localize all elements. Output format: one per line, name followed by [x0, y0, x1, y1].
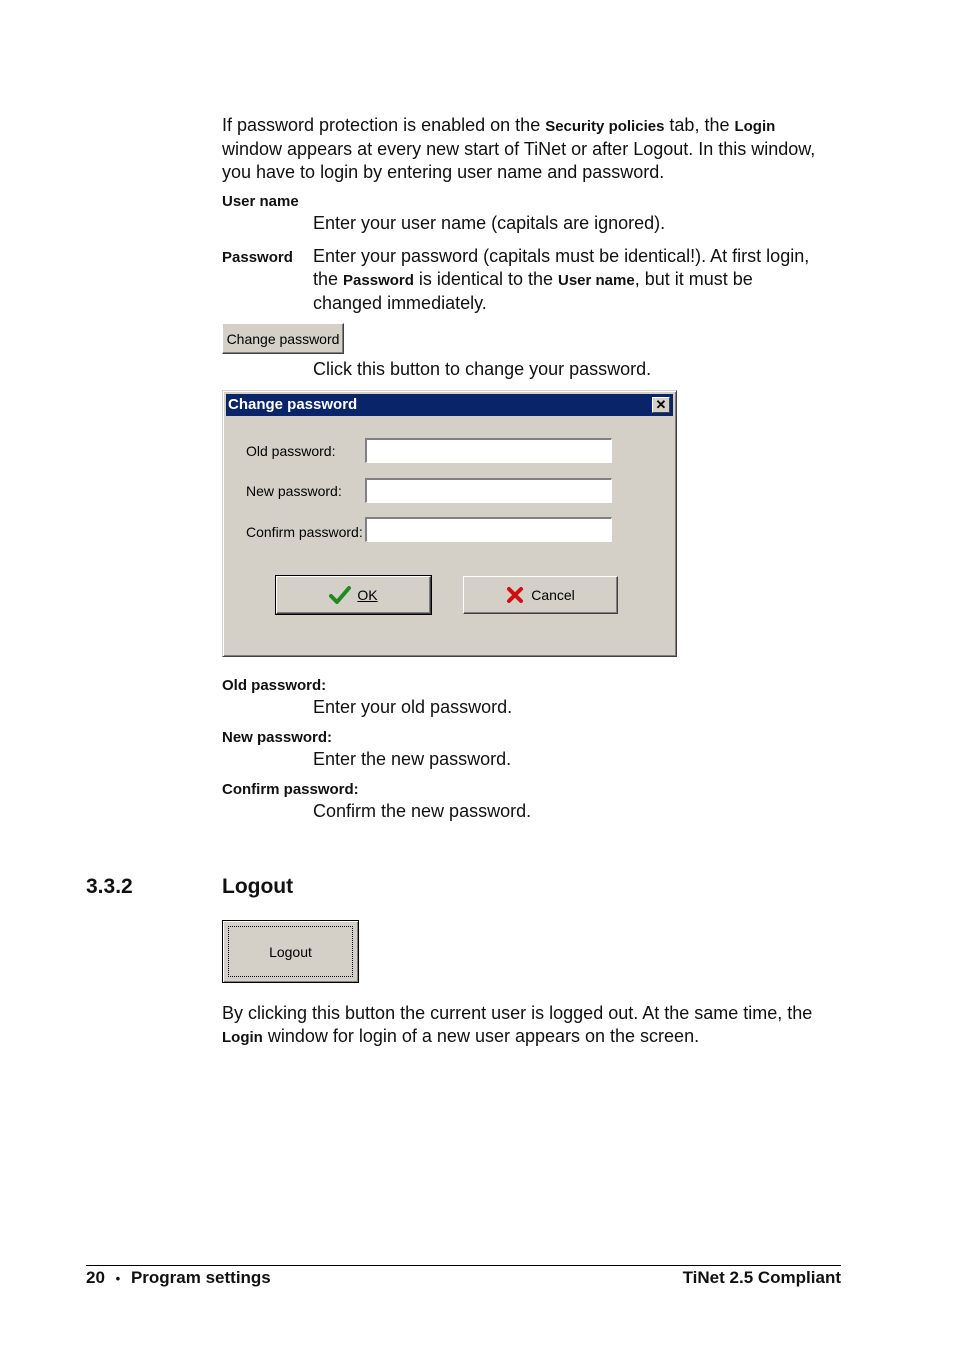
checkmark-icon [329, 585, 351, 605]
intro-paragraph [222, 114, 862, 184]
confirm-password-term: Confirm password: [222, 781, 359, 798]
chapter-title: Program settings [130, 1268, 271, 1287]
product-name: TiNet 2.5 Compliant [682, 1268, 841, 1287]
login-term: Login [734, 118, 776, 135]
old-password-desc: Enter your old password. [313, 697, 513, 717]
new-password-input[interactable] [365, 478, 612, 503]
logout-paragraph: By clicking this button the current user is logged out. At the same time, the Login window for login of a new user appears on the screen. [222, 1003, 813, 1046]
close-icon[interactable]: ✕ [652, 397, 670, 413]
cancel-button[interactable] [463, 576, 618, 614]
login-term-2: Login [222, 1029, 263, 1046]
change-password-button[interactable]: Change password [222, 323, 344, 354]
footer-left [86, 1268, 271, 1288]
user-name-term: User name [222, 193, 299, 210]
new-password-term: New password: [222, 729, 333, 746]
old-password-label: Old password: [246, 443, 336, 459]
cancel-label: Cancel [531, 587, 575, 603]
section-number: 3.3.2 [86, 875, 133, 898]
new-password-desc: Enter the new password. [313, 749, 512, 769]
logout-focus-rect [228, 926, 353, 977]
user-name-desc: Enter your user name (capitals are ignored). [313, 213, 666, 233]
new-password-label: New password: [246, 483, 342, 499]
change-password-desc: Click this button to change your password. [313, 359, 652, 379]
intro-line-3: you have to login by entering user name and password. [222, 162, 665, 182]
page-number: 20 [86, 1268, 105, 1287]
old-password-input[interactable] [365, 438, 612, 463]
section-title: Logout [222, 875, 294, 898]
password-term: Password [222, 249, 293, 266]
footer-bullet: • [115, 1271, 121, 1286]
confirm-password-desc: Confirm the new password. [313, 801, 532, 821]
logout-button[interactable] [222, 920, 359, 983]
password-desc: Enter your password (capitals must be identical!). At first login, the Password is identical to the User name, but it must be changed immediately. [313, 246, 810, 313]
dialog-title: Change password [228, 396, 358, 413]
security-policies-term: Security policies [545, 118, 665, 135]
confirm-password-input[interactable] [365, 517, 612, 542]
ok-button[interactable] [276, 576, 431, 614]
old-password-term: Old password: [222, 677, 327, 694]
footer-rule [86, 1265, 841, 1266]
ok-label: OK [357, 587, 378, 603]
intro-line-2: window appears at every new start of TiNet or after Logout. In this window, [222, 139, 816, 159]
intro-line-1: If password protection is enabled on the Security policies tab, the Login [222, 115, 776, 135]
red-x-icon [506, 586, 524, 604]
logout-label: Logout [269, 943, 312, 960]
change-password-dialog [222, 390, 677, 657]
dialog-titlebar [226, 394, 673, 416]
confirm-password-label: Confirm password: [246, 524, 363, 540]
